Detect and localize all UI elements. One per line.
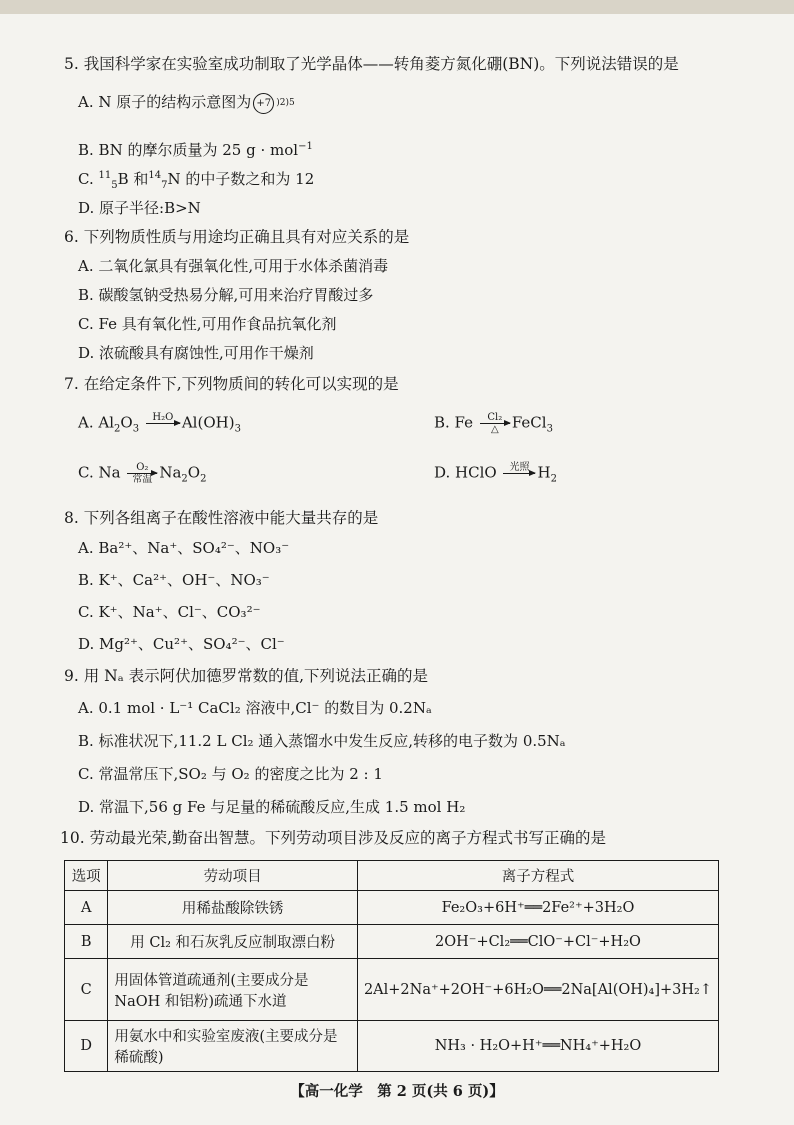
option-cell: B (65, 925, 108, 959)
q9-option-b: B. 标准状况下,11.2 L Cl₂ 通入蒸馏水中发生反应,转移的电子数为 0.5Nₐ (78, 732, 566, 750)
page-footer: 【高一化学 第 2 页(共 6 页)】 (290, 1083, 504, 1100)
table-header-row (65, 861, 719, 891)
table-row (65, 959, 719, 1021)
task-cell: 用氨水中和实验室废液(主要成分是稀硫酸) (108, 1021, 358, 1072)
q8-option-b: B. K⁺、Ca²⁺、OH⁻、NO₃⁻ (78, 571, 270, 589)
q8-option-c: C. K⁺、Na⁺、Cl⁻、CO₃²⁻ (78, 603, 261, 621)
q6-option-b: B. 碳酸氢钠受热易分解,可用来治疗胃酸过多 (78, 286, 374, 304)
equation-cell: NH₃ · H₂O+H⁺══NH₄⁺+H₂O (357, 1021, 718, 1072)
option-cell: A (65, 891, 108, 925)
table-header-cell: 劳动项目 (108, 861, 358, 891)
task-cell: 用稀盐酸除铁锈 (108, 891, 358, 925)
reaction-arrow-icon: Cl₂ △ (480, 412, 510, 435)
q7-option-d: D. HClO 光照 $H_2$ (434, 462, 557, 485)
q9-option-a: A. 0.1 mol · L⁻¹ CaCl₂ 溶液中,Cl⁻ 的数目为 0.2Nₐ (78, 699, 432, 717)
q9-option-c: C. 常温常压下,SO₂ 与 O₂ 的密度之比为 2 : 1 (78, 765, 383, 783)
q5-option-b: B. BN 的摩尔质量为 25 g · mol$^{-1}$ (78, 141, 313, 159)
equation-cell: 2Al+2Na⁺+2OH⁻+6H₂O══2Na[Al(OH)₄]+3H₂↑ (357, 959, 718, 1021)
table-header-cell: 离子方程式 (357, 861, 718, 891)
option-cell: D (65, 1021, 108, 1072)
q8-option-a: A. Ba²⁺、Na⁺、SO₄²⁻、NO₃⁻ (78, 539, 290, 557)
q7-option-a: A. $Al_2O_3$ H₂O $Al(OH)_3$ (78, 412, 241, 435)
table-row (65, 891, 719, 925)
q6-option-c: C. Fe 具有氧化性,可用作食品抗氧化剂 (78, 315, 337, 333)
equation-cell: Fe₂O₃+6H⁺══2Fe²⁺+3H₂O (357, 891, 718, 925)
q9-stem: 9. 用 Nₐ 表示阿伏加德罗常数的值,下列说法正确的是 (64, 667, 429, 685)
electron-shells-icon: )2)5 (276, 97, 295, 108)
task-cell: 用 Cl₂ 和石灰乳反应制取漂白粉 (108, 925, 358, 959)
option-cell: C (65, 959, 108, 1021)
q7-stem: 7. 在给定条件下,下列物质间的转化可以实现的是 (64, 375, 399, 393)
q10-table (64, 860, 719, 1072)
q9-option-d: D. 常温下,56 g Fe 与足量的稀硫酸反应,生成 1.5 mol H₂ (78, 798, 466, 816)
equation-cell: 2OH⁻+Cl₂══ClO⁻+Cl⁻+H₂O (357, 925, 718, 959)
q5-option-a: A. N 原子的结构示意图为 +7 )2)5 (78, 92, 295, 114)
top-edge (0, 0, 794, 14)
table-header-cell: 选项 (65, 861, 108, 891)
table-row (65, 1021, 719, 1072)
reaction-arrow-icon: O₂ 常温 (127, 462, 157, 485)
q6-option-a: A. 二氧化氯具有强氧化性,可用于水体杀菌消毒 (78, 257, 389, 275)
q7-option-c: C. Na O₂ 常温 $Na_2O_2$ (78, 462, 207, 485)
q6-option-d: D. 浓硫酸具有腐蚀性,可用作干燥剂 (78, 344, 314, 362)
q5-option-d: D. 原子半径:B>N (78, 199, 201, 217)
table-row (65, 925, 719, 959)
task-cell: 用固体管道疏通剂(主要成分是 NaOH 和铝粉)疏通下水道 (108, 959, 358, 1021)
q8-stem: 8. 下列各组离子在酸性溶液中能大量共存的是 (64, 509, 379, 527)
q10-stem: 10. 劳动最光荣,勤奋出智慧。下列劳动项目涉及反应的离子方程式书写正确的是 (60, 829, 607, 847)
q5-option-c: C. $^{11}_5$B 和$^{14}_7$N 的中子数之和为 12 (78, 170, 315, 191)
q8-option-d: D. Mg²⁺、Cu²⁺、SO₄²⁻、Cl⁻ (78, 635, 285, 653)
reaction-arrow-icon: H₂O (146, 412, 180, 435)
q6-stem: 6. 下列物质性质与用途均正确且具有对应关系的是 (64, 228, 410, 246)
reaction-arrow-icon: 光照 (503, 462, 535, 485)
q5-stem: 5. 我国科学家在实验室成功制取了光学晶体——转角菱方氮化硼(BN)。下列说法错误的是 (64, 55, 679, 73)
nucleus-icon: +7 (253, 93, 274, 114)
q7-option-b: B. Fe Cl₂ △ FeCl$_3$ (434, 412, 553, 435)
